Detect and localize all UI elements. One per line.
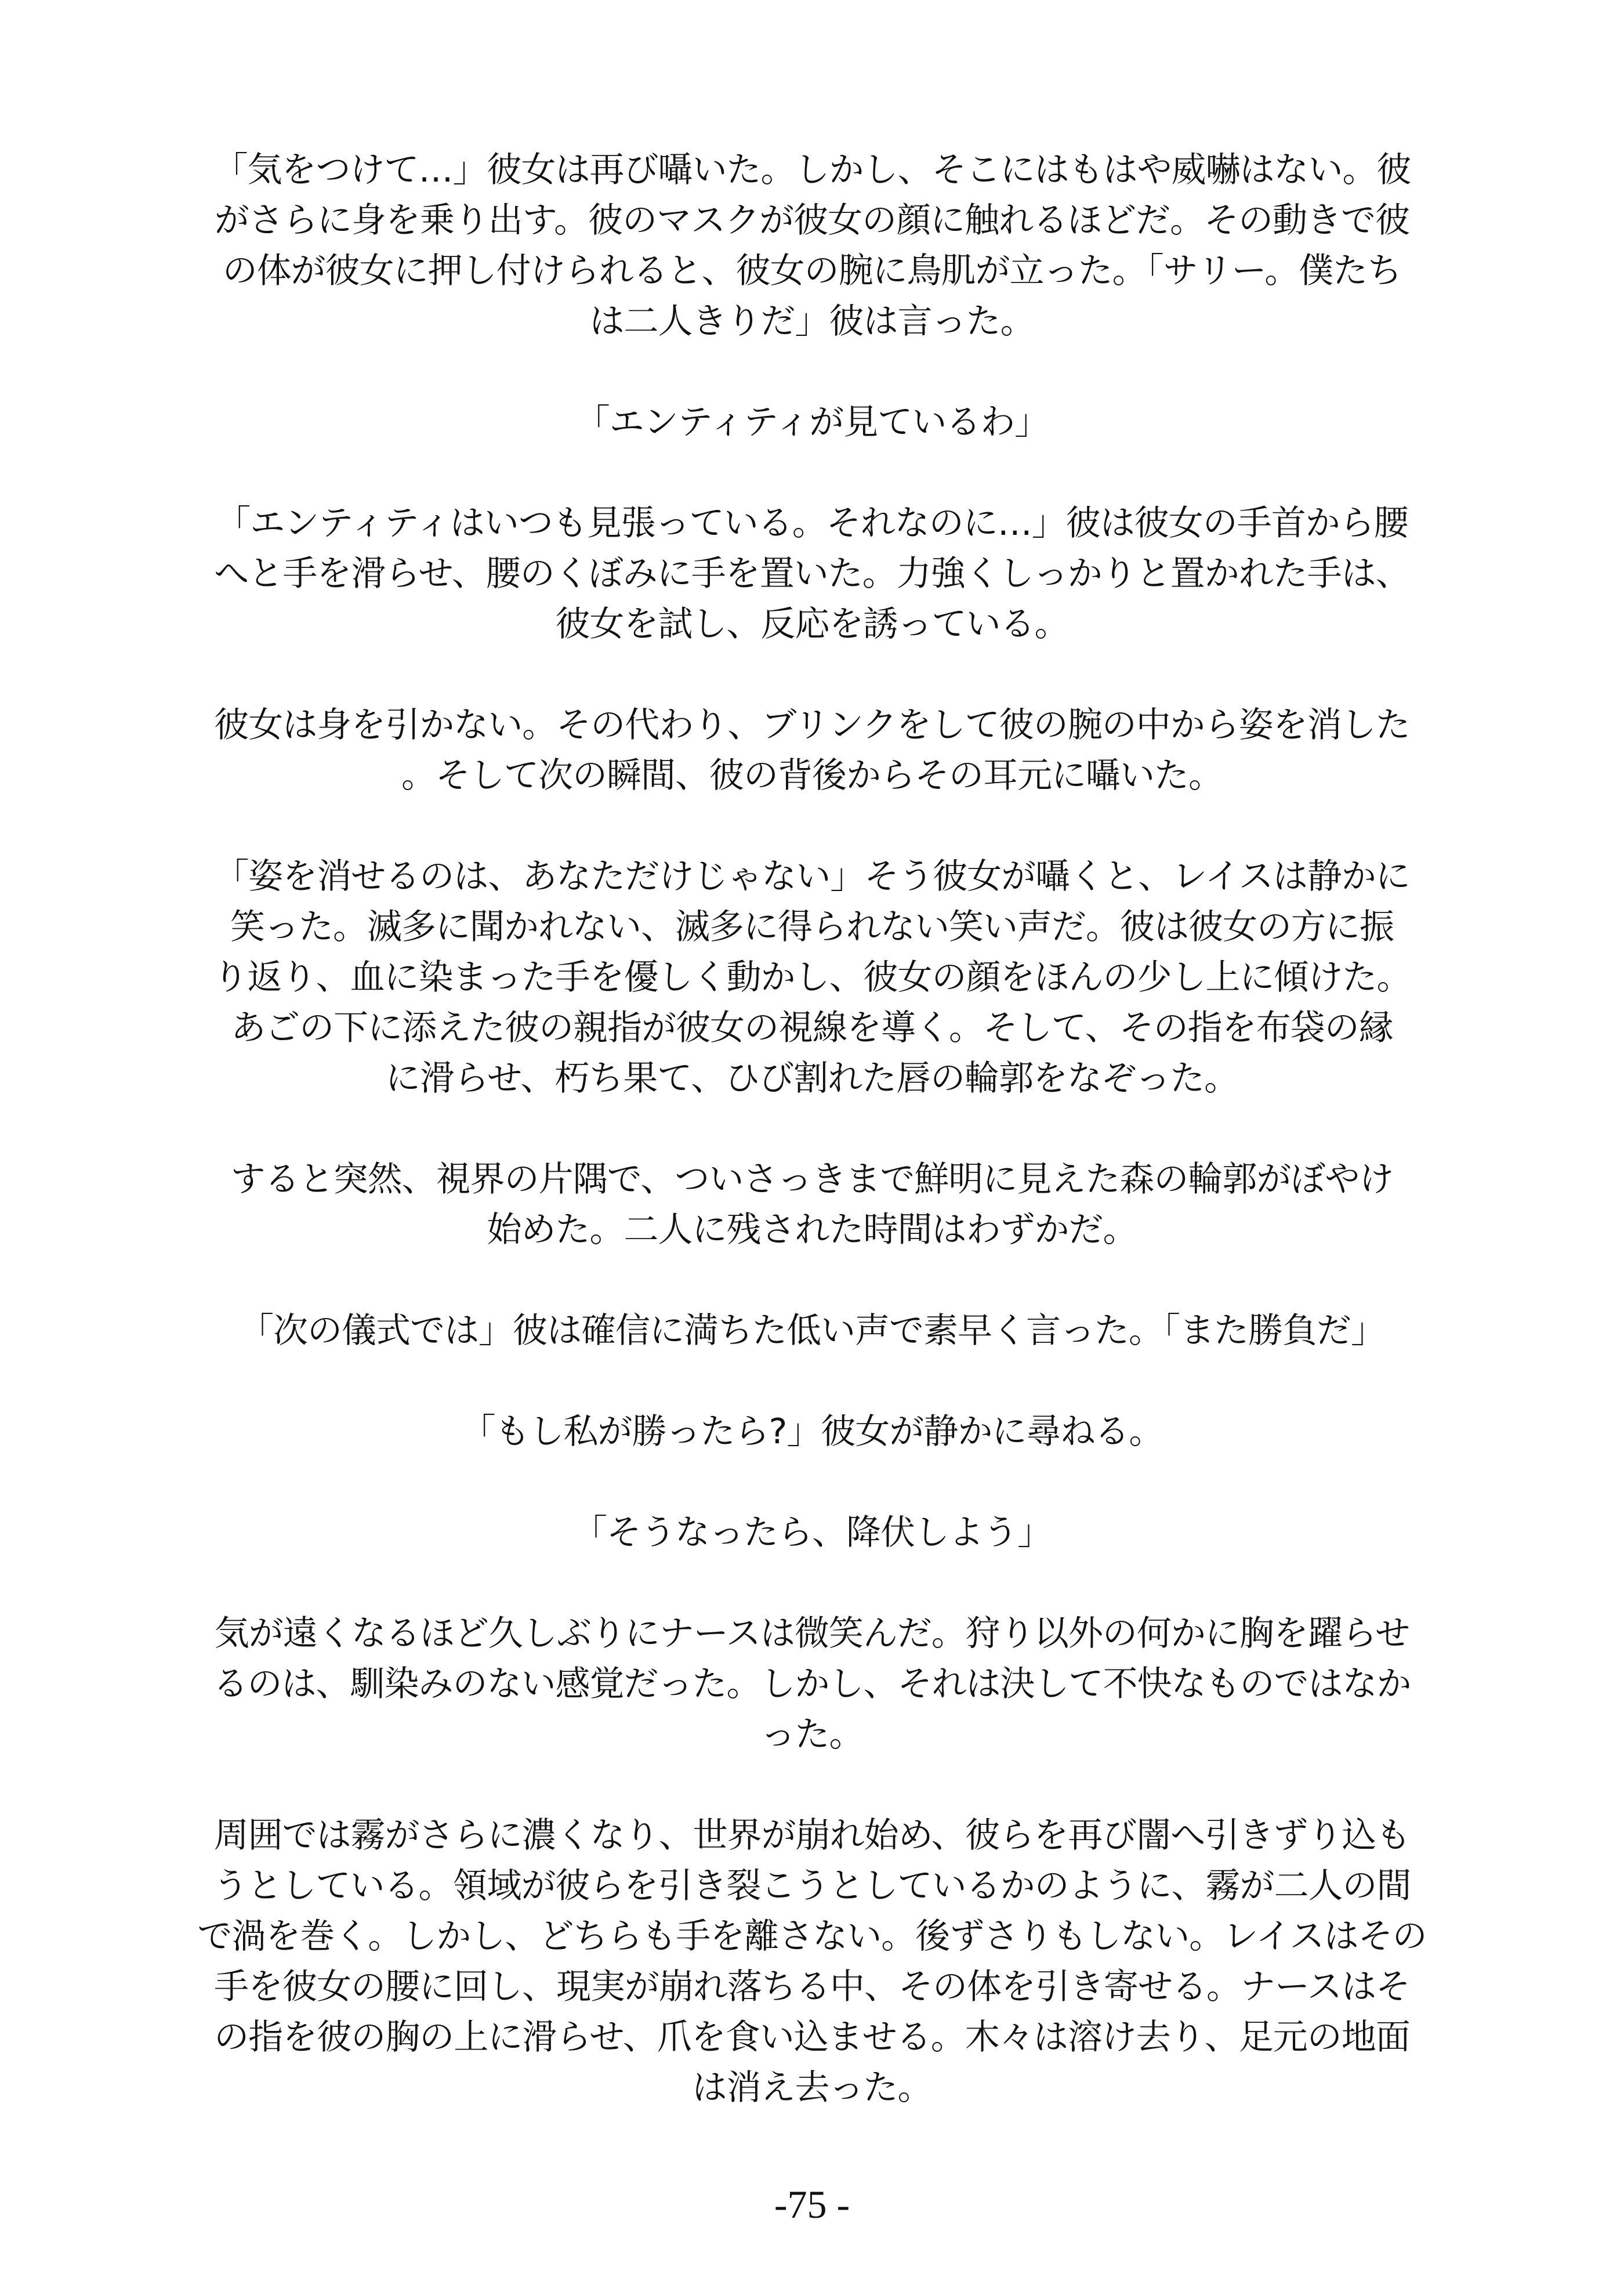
text-line: の指を彼の胸の上に滑らせ、爪を食い込ませる。木々は溶け去り、足元の地面 <box>214 2017 1410 2058</box>
paragraph <box>197 1407 1427 1457</box>
text-line: 気が遠くなるほど久しぶりにナースは微笑んだ。狩り以外の何かに胸を躍らせ <box>214 1613 1410 1654</box>
text-line: るのは、馴染みのない感覚だった。しかし、それは決して不快なものではなか <box>213 1664 1411 1704</box>
paragraph <box>197 852 1427 1104</box>
text-line: 始めた。二人に残された時間はわずかだ。 <box>487 1210 1137 1250</box>
text-line: うとしている。領域が彼らを引き裂こうとしているかのように、霧が二人の間 <box>213 1866 1411 1906</box>
text-line: 笑った。滅多に聞かれない、滅多に得られない笑い声だ。彼は彼女の方に振 <box>230 907 1394 947</box>
page-number: -75 - <box>774 2182 850 2226</box>
text-line: 彼女を試し、反応を誘っている。 <box>555 604 1069 644</box>
text-line: に滑らせ、朽ち果て、ひび割れた唇の輪郭をなぞった。 <box>385 1058 1239 1099</box>
text-line: あごの下に添えた彼の親指が彼女の視線を導く。そして、その指を布袋の縁 <box>231 1008 1393 1048</box>
text-line: り返り、血に染まった手を優しく動かし、彼女の顔をほんの少し上に傾けた。 <box>213 957 1411 998</box>
text-line: 「そうなったら、降伏しよう」 <box>572 1512 1052 1553</box>
paragraph <box>197 1609 1427 1760</box>
text-line: 「次の儀式では」彼は確信に満ちた低い声で素早く言った。「また勝負だ」 <box>239 1310 1385 1351</box>
text-line: 「姿を消せるのは、あなただけじゃない」そう彼女が囁くと、レイスは静かに <box>214 856 1410 897</box>
text-line: は二人きりだ」彼は言った。 <box>589 301 1035 342</box>
paragraph <box>197 397 1427 448</box>
text-line: は消え去った。 <box>692 2067 932 2108</box>
paragraph <box>197 1306 1427 1356</box>
text-line: った。 <box>760 1714 864 1755</box>
text-line: 「エンティティが見ているわ」 <box>575 402 1049 443</box>
text-line: 彼女は身を引かない。その代わり、ブリンクをして彼の腕の中から姿を消した <box>214 705 1410 745</box>
text-line: 手を彼女の腰に回し、現実が崩れ落ちる中、その体を引き寄せる。ナースはそ <box>214 1967 1410 2007</box>
text-line: がさらに身を乗り出す。彼のマスクが彼女の顔に触れるほどだ。その動きで彼 <box>214 200 1410 241</box>
text-line: へと手を滑らせ、腰のくぼみに手を置いた。力強くしっかりと置かれた手は、 <box>214 553 1410 594</box>
text-line: で渦を巻く。しかし、どちらも手を離さない。後ずさりもしない。レイスはその <box>197 1916 1427 1957</box>
text-line: 「気をつけて…」彼女は再び囁いた。しかし、そこにはもはや威嚇はない。彼 <box>213 150 1411 190</box>
text-line: 「エンティティはいつも見張っている。それなのに…」彼は彼女の手首から腰 <box>216 503 1408 544</box>
paragraph <box>197 700 1427 801</box>
paragraph <box>197 145 1427 347</box>
paragraph <box>197 1154 1427 1255</box>
text-line: 「もし私が勝ったら?」彼女が静かに尋ねる。 <box>461 1411 1163 1452</box>
paragraph <box>197 1810 1427 2113</box>
paragraph <box>197 1508 1427 1558</box>
paragraph <box>197 498 1427 650</box>
text-line: すると突然、視界の片隅で、ついさっきまで鮮明に見えた森の輪郭がぼやけ <box>230 1159 1394 1200</box>
text-line: の体が彼女に押し付けられると、彼女の腕に鳥肌が立った。「サリー。僕たち <box>222 251 1402 291</box>
text-line: 。そして次の瞬間、彼の背後からその耳元に囁いた。 <box>401 755 1223 796</box>
body-text <box>197 145 1427 2164</box>
text-line: 周囲では霧がさらに濃くなり、世界が崩れ始め、彼らを再び闇へ引きずり込も <box>213 1815 1411 1856</box>
